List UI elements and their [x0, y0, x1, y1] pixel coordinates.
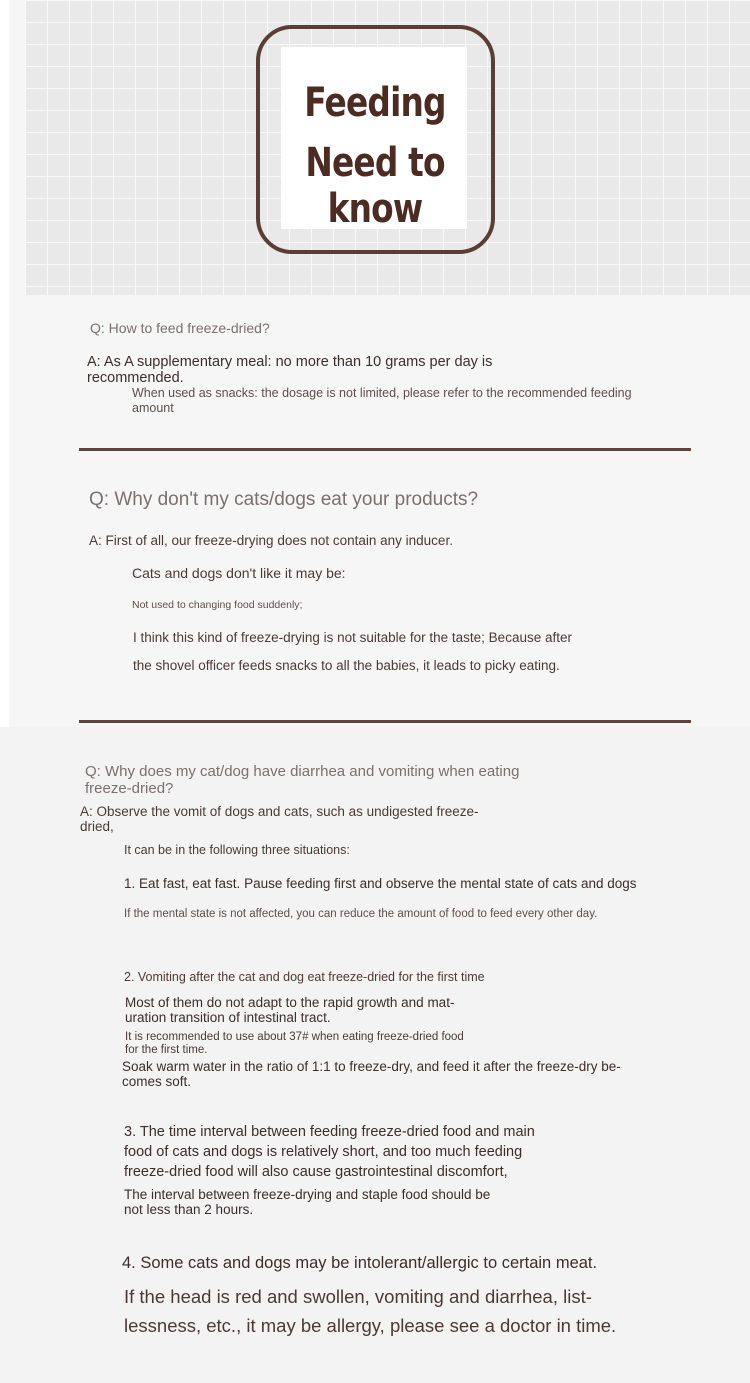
- s2-reason2-line1: I think this kind of freeze-drying is not suitable for the taste; Because after: [133, 630, 572, 645]
- s3-item2-soak-line1: Soak warm water in the ratio of 1:1 to freeze-dry, and feed it after the freeze-dry be-: [122, 1059, 621, 1074]
- s2-reason2-line2: the shovel officer feeds snacks to all the babies, it leads to picky eating.: [133, 658, 560, 673]
- s3-intro: It can be in the following three situations:: [124, 843, 350, 857]
- s3-item4-line1: If the head is red and swollen, vomiting and diarrhea, list-: [124, 1286, 592, 1307]
- s3-item2-line1: Most of them do not adapt to the rapid growth and mat-: [125, 995, 455, 1010]
- s3-question-line1: Q: Why does my cat/dog have diarrhea and vomiting when eating: [85, 763, 520, 780]
- s3-item3-line2: food of cats and dogs is relatively short, and too much feeding: [124, 1144, 523, 1160]
- s1-snack-line1: When used as snacks: the dosage is not limited, please refer to the recommended feeding: [132, 386, 632, 400]
- s3-item2-rec-line2: for the first time.: [125, 1044, 208, 1056]
- title-feeding: Feeding: [304, 80, 446, 126]
- s3-item2-title: 2. Vomiting after the cat and dog eat freeze-dried for the first time: [124, 970, 485, 984]
- s3-item3-line1: 3. The time interval between feeding freeze-dried food and main: [124, 1124, 535, 1140]
- s1-answer-line2: recommended.: [87, 370, 184, 386]
- left-white-strip: [0, 0, 9, 727]
- s2-question: Q: Why don't my cats/dogs eat your products?: [89, 489, 479, 510]
- s2-reason1: Not used to changing food suddenly;: [132, 599, 303, 611]
- s3-item1-title: 1. Eat fast, eat fast. Pause feeding first and observe the mental state of cats and dogs: [124, 876, 637, 891]
- s3-item4-line2: lessness, etc., it may be allergy, please see a doctor in time.: [124, 1315, 617, 1336]
- s3-item3-note-line2: not less than 2 hours.: [124, 1202, 254, 1217]
- s1-answer-line1: A: As A supplementary meal: no more than 10 grams per day is: [87, 354, 493, 370]
- divider-2: [79, 720, 691, 723]
- s1-snack-line2: amount: [132, 401, 174, 415]
- s3-question-line2: freeze-dried?: [85, 780, 174, 797]
- s3-item2-rec-line1: It is recommended to use about 37# when eating freeze-dried food: [125, 1031, 464, 1043]
- s3-item4-title: 4. Some cats and dogs may be intolerant/allergic to certain meat.: [122, 1254, 598, 1272]
- s1-question: Q: How to feed freeze-dried?: [90, 320, 270, 336]
- s3-item3-line3: freeze-dried food will also cause gastrointestinal discomfort,: [124, 1164, 508, 1180]
- s3-item2-line2: uration transition of intestinal tract.: [125, 1010, 331, 1025]
- divider-1: [79, 448, 691, 451]
- s3-answer-line2: dried,: [80, 819, 114, 834]
- s3-item2-soak-line2: comes soft.: [122, 1074, 192, 1089]
- s3-item3-note-line1: The interval between freeze-drying and staple food should be: [124, 1187, 491, 1202]
- s2-answer: A: First of all, our freeze-drying does not contain any inducer.: [89, 533, 453, 548]
- s3-item1-note: If the mental state is not affected, you can reduce the amount of food to feed every other day.: [124, 908, 598, 920]
- s3-answer-line1: A: Observe the vomit of dogs and cats, such as undigested freeze-: [80, 804, 479, 819]
- title-need-to-know: Need to know: [305, 140, 445, 232]
- s2-reason-intro: Cats and dogs don't like it may be:: [132, 565, 346, 581]
